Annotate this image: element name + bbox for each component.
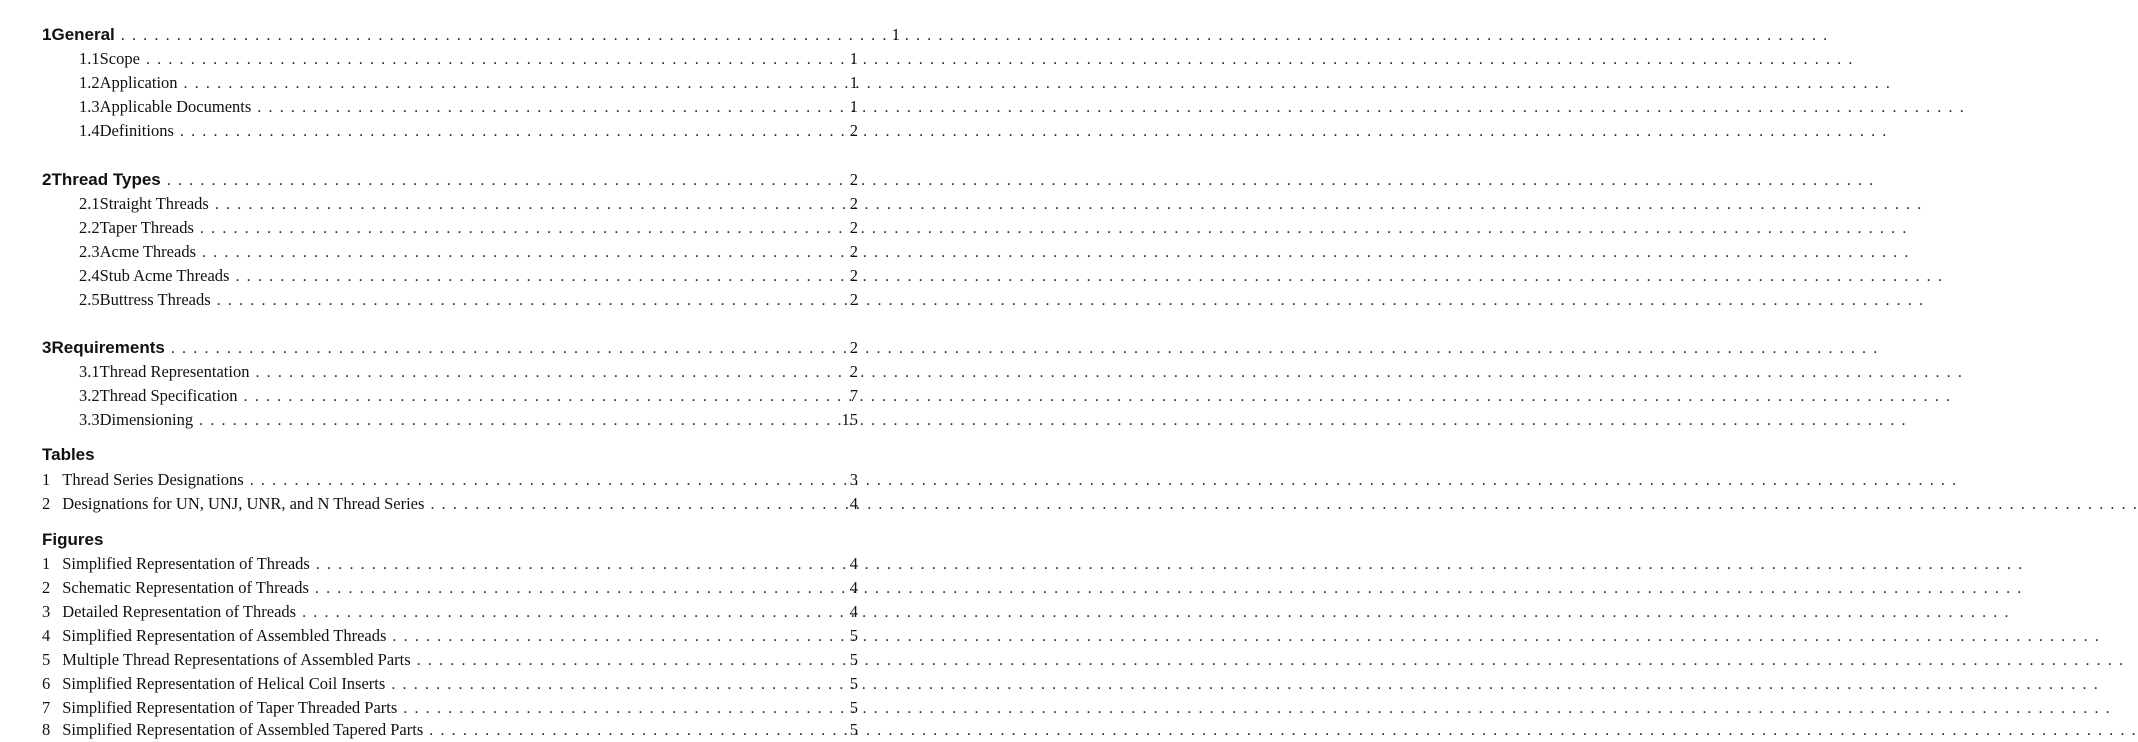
figures-heading: Figures bbox=[42, 530, 104, 549]
table-title: Designations for UN, UNJ, UNR, and N Thread Series bbox=[62, 494, 425, 513]
page-number: 1 bbox=[849, 49, 858, 68]
toc-figure-entry[interactable] bbox=[42, 554, 858, 576]
figure-number: 4 bbox=[42, 626, 51, 645]
subsection-title: Straight Threads bbox=[99, 194, 209, 213]
page-number: 4 bbox=[849, 578, 858, 597]
toc-subsection[interactable] bbox=[79, 410, 858, 432]
page-number: 5 bbox=[849, 626, 858, 645]
subsection-number: 2.4 bbox=[79, 266, 100, 285]
page-number: 2 bbox=[849, 170, 858, 189]
page-number: 5 bbox=[849, 720, 858, 739]
page-number: 2 bbox=[849, 194, 858, 213]
dot-leader bbox=[244, 388, 1952, 406]
page-number: 1 bbox=[891, 25, 900, 44]
subsection-title: Acme Threads bbox=[99, 242, 196, 261]
dot-leader bbox=[184, 75, 1892, 93]
subsection-title: Thread Representation bbox=[99, 362, 250, 381]
page-number: 2 bbox=[849, 242, 858, 261]
figure-title: Simplified Representation of Assembled Threads bbox=[62, 626, 387, 645]
page-number: 2 bbox=[849, 338, 858, 357]
subsection-title: Stub Acme Threads bbox=[99, 266, 230, 285]
subsection-number: 1.1 bbox=[79, 49, 100, 68]
subsection-number: 2.5 bbox=[79, 290, 100, 309]
toc-subsection[interactable] bbox=[79, 97, 858, 119]
page-number: 2 bbox=[849, 362, 858, 381]
dot-leader bbox=[121, 27, 1829, 45]
page-number: 1 bbox=[849, 73, 858, 92]
subsection-number: 1.3 bbox=[79, 97, 100, 116]
subsection-number: 1.2 bbox=[79, 73, 100, 92]
subsection-number: 3.3 bbox=[79, 410, 100, 429]
subsection-title: Dimensioning bbox=[99, 410, 194, 429]
dot-leader bbox=[391, 676, 2099, 694]
toc-figure-entry[interactable] bbox=[42, 626, 858, 648]
page-number: 2 bbox=[849, 121, 858, 140]
dot-leader bbox=[146, 51, 1854, 69]
dot-leader bbox=[217, 292, 1925, 310]
page-number: 2 bbox=[849, 218, 858, 237]
toc-section[interactable] bbox=[42, 170, 858, 192]
toc-subsection[interactable] bbox=[79, 242, 858, 264]
subsection-title: Taper Threads bbox=[99, 218, 194, 237]
section-number: 1 bbox=[42, 25, 52, 44]
page-number: 2 bbox=[849, 290, 858, 309]
section-number: 2 bbox=[42, 170, 52, 189]
dot-leader bbox=[255, 364, 1963, 382]
tables-heading: Tables bbox=[42, 445, 95, 464]
dot-leader bbox=[167, 172, 1875, 190]
dot-leader bbox=[392, 628, 2100, 646]
figure-title: Simplified Representation of Threads bbox=[62, 554, 310, 573]
dot-leader bbox=[200, 220, 1908, 238]
subsection-title: Scope bbox=[99, 49, 140, 68]
figure-number: 6 bbox=[42, 674, 51, 693]
dot-leader bbox=[429, 722, 2137, 740]
subsection-number: 2.1 bbox=[79, 194, 100, 213]
dot-leader bbox=[316, 556, 2024, 574]
toc-section[interactable] bbox=[42, 338, 858, 360]
toc-figure-entry[interactable] bbox=[42, 674, 858, 696]
section-title: Requirements bbox=[51, 338, 165, 357]
subsection-title: Definitions bbox=[99, 121, 174, 140]
figure-title: Detailed Representation of Threads bbox=[62, 602, 297, 621]
dot-leader bbox=[235, 268, 1943, 286]
page-number: 2 bbox=[849, 266, 858, 285]
dot-leader bbox=[302, 604, 2010, 622]
page-number: 5 bbox=[849, 674, 858, 693]
page-number: 5 bbox=[849, 650, 858, 669]
subsection-title: Thread Specification bbox=[99, 386, 238, 405]
toc-subsection[interactable] bbox=[79, 362, 858, 384]
section-title: General bbox=[51, 25, 115, 44]
dot-leader bbox=[403, 700, 2111, 718]
toc-table-entry[interactable] bbox=[42, 494, 858, 516]
toc-section[interactable] bbox=[42, 25, 900, 47]
figure-number: 2 bbox=[42, 578, 51, 597]
dot-leader bbox=[430, 496, 2138, 514]
figure-number: 8 bbox=[42, 720, 51, 739]
toc-figure-entry[interactable] bbox=[42, 602, 858, 624]
page-number: 4 bbox=[849, 602, 858, 621]
dot-leader bbox=[202, 244, 1910, 262]
toc-figure-entry[interactable] bbox=[42, 578, 858, 600]
subsection-number: 3.2 bbox=[79, 386, 100, 405]
toc-figure-entry[interactable] bbox=[42, 720, 858, 742]
figure-title: Simplified Representation of Assembled Tapered Parts bbox=[62, 720, 424, 739]
dot-leader bbox=[199, 412, 1907, 430]
toc-subsection[interactable] bbox=[79, 218, 858, 240]
table-number: 1 bbox=[42, 470, 51, 489]
subsection-number: 1.4 bbox=[79, 121, 100, 140]
section-title: Thread Types bbox=[51, 170, 161, 189]
figure-title: Multiple Thread Representations of Assembled Parts bbox=[62, 650, 411, 669]
section-number: 3 bbox=[42, 338, 52, 357]
page-number: 15 bbox=[841, 410, 858, 429]
subsection-title: Buttress Threads bbox=[99, 290, 211, 309]
subsection-number: 2.2 bbox=[79, 218, 100, 237]
toc-table-entry[interactable] bbox=[42, 470, 858, 492]
figure-number: 3 bbox=[42, 602, 51, 621]
toc-figure-entry[interactable] bbox=[42, 650, 858, 672]
dot-leader bbox=[257, 99, 1965, 117]
subsection-number: 3.1 bbox=[79, 362, 100, 381]
toc-subsection[interactable] bbox=[79, 290, 858, 312]
toc-subsection[interactable] bbox=[79, 73, 858, 95]
dot-leader bbox=[315, 580, 2023, 598]
page-number: 5 bbox=[849, 698, 858, 717]
figure-number: 5 bbox=[42, 650, 51, 669]
table-number: 2 bbox=[42, 494, 51, 513]
figure-title: Simplified Representation of Taper Threaded Parts bbox=[62, 698, 398, 717]
figure-title: Schematic Representation of Threads bbox=[62, 578, 309, 597]
dot-leader bbox=[250, 472, 1958, 490]
page-number: 7 bbox=[849, 386, 858, 405]
dot-leader bbox=[180, 123, 1888, 141]
toc-subsection[interactable] bbox=[79, 266, 858, 288]
subsection-number: 2.3 bbox=[79, 242, 100, 261]
toc-subsection[interactable] bbox=[79, 194, 858, 216]
table-title: Thread Series Designations bbox=[62, 470, 244, 489]
page-number: 3 bbox=[849, 470, 858, 489]
figure-number: 1 bbox=[42, 554, 51, 573]
toc-figure-entry[interactable] bbox=[42, 698, 858, 720]
table-of-contents-page bbox=[0, 0, 900, 739]
toc-subsection[interactable] bbox=[79, 49, 858, 71]
page-number: 1 bbox=[849, 97, 858, 116]
page-number: 4 bbox=[849, 494, 858, 513]
page-number: 4 bbox=[849, 554, 858, 573]
subsection-title: Applicable Documents bbox=[99, 97, 252, 116]
dot-leader bbox=[417, 652, 2125, 670]
figure-number: 7 bbox=[42, 698, 51, 717]
toc-subsection[interactable] bbox=[79, 121, 858, 143]
subsection-title: Application bbox=[99, 73, 178, 92]
dot-leader bbox=[171, 340, 1879, 358]
dot-leader bbox=[215, 196, 1923, 214]
figure-title: Simplified Representation of Helical Coil Inserts bbox=[62, 674, 386, 693]
toc-subsection[interactable] bbox=[79, 386, 858, 408]
